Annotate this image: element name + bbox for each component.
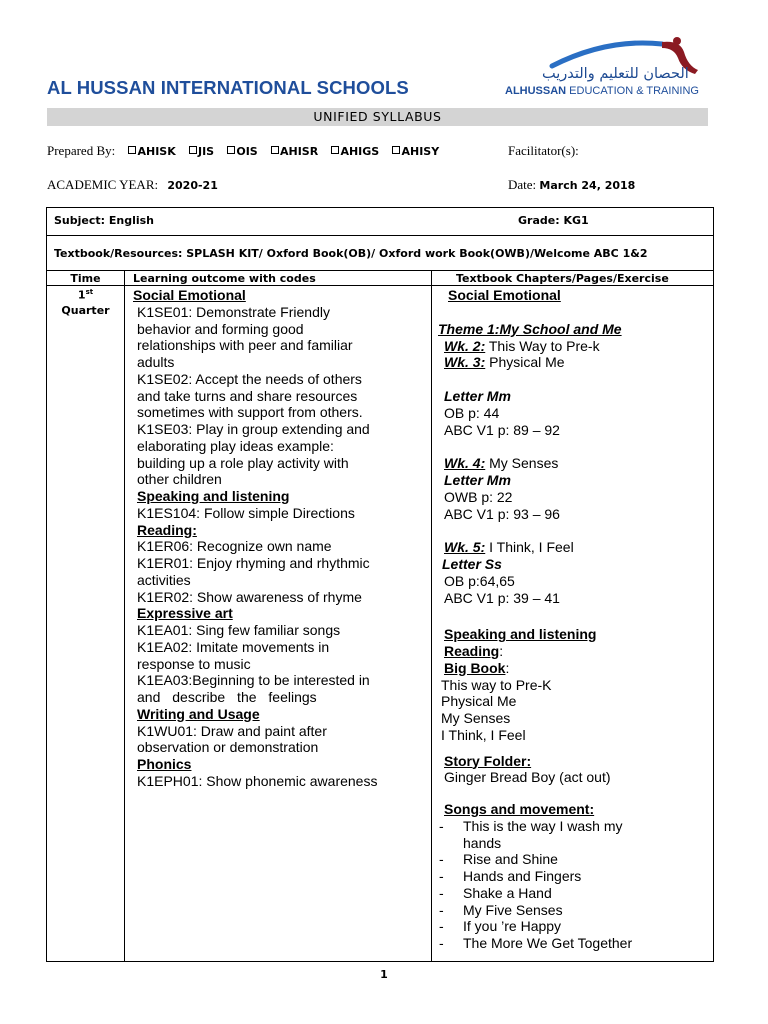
big-book-list: [441, 677, 707, 744]
prepared-by-row: [47, 143, 439, 159]
facilitator-label: Facilitator(s):: [508, 143, 579, 158]
outcome-er01: K1ER01: Enjoy rhyming and rhythmic activities: [137, 555, 370, 588]
heading-expressive-art: Expressive art: [137, 605, 233, 622]
academic-year-label: ACADEMIC YEAR:: [47, 177, 159, 192]
page-number: 1: [380, 968, 388, 981]
heading-phonics: Phonics: [137, 756, 192, 772]
col-header-chapters: Textbook Chapters/Pages/Exercise: [456, 272, 669, 285]
heading-writing-usage: Writing and Usage: [137, 705, 260, 722]
week-4: Wk. 4: My Senses: [444, 455, 559, 472]
col-header-time: Time: [70, 272, 101, 285]
big-book-item: I Think, I Feel: [441, 726, 526, 743]
checkbox-icon[interactable]: [227, 146, 235, 154]
academic-year-row: [47, 177, 218, 193]
heading-big-book: Big Book:: [444, 659, 510, 676]
outcome-wu01: K1WU01: Draw and paint after observation or demonstration: [137, 722, 327, 756]
abc-pages-39-41: ABC V1 p: 39 – 41: [444, 589, 560, 606]
academic-year-value: 2020-21: [167, 179, 218, 192]
song-item: - Rise and Shine: [439, 851, 558, 868]
outcome-ea03: K1EA03:Beginning to be interested in and describe the feelings: [137, 672, 370, 705]
subject-label: Subject: English: [54, 214, 155, 227]
date-value: March 24, 2018: [539, 179, 636, 192]
table-divider: [47, 235, 713, 236]
song-item: - Shake a Hand: [439, 884, 552, 901]
song-item-continuation: hands: [463, 834, 502, 851]
song-item: - The More We Get Together: [439, 935, 633, 951]
songs-list: [439, 818, 707, 952]
letter-mm-2: Letter Mm: [444, 472, 511, 488]
outcome-ea02: K1EA02: Imitate movements in response to music: [137, 638, 330, 672]
outcomes-column: [133, 287, 407, 790]
week-5: Wk. 5: I Think, I Feel: [444, 539, 574, 556]
outcome-se02: K1SE02: Accept the needs of others and take turns and share resources sometimes with support from others.: [137, 370, 363, 421]
song-item: - This is the way I wash my: [439, 817, 623, 834]
song-item: - If you ’re Happy: [439, 918, 562, 935]
week-3: Wk. 3: Physical Me: [444, 354, 565, 371]
school-option-ahisy[interactable]: AHISY: [392, 145, 439, 158]
heading-reading: Reading:: [137, 521, 197, 538]
checkbox-icon[interactable]: [271, 146, 279, 154]
table-divider: [47, 285, 713, 286]
heading-story-folder: Story Folder:: [444, 752, 532, 769]
resources-label: Textbook/Resources: SPLASH KIT/ Oxford Book(OB)/ Oxford work Book(OWB)/Welcome ABC 1&2: [54, 247, 648, 260]
column-divider: [124, 270, 125, 961]
checkbox-icon[interactable]: [331, 146, 339, 154]
date-row: [508, 177, 635, 193]
grade-label: Grade: KG1: [518, 214, 589, 227]
table-divider: [47, 270, 713, 271]
owb-page-22: OWB p: 22: [444, 488, 513, 505]
school-option-jis[interactable]: JIS: [189, 145, 214, 158]
big-book-item: This way to Pre-K: [441, 676, 552, 693]
heading-songs-movement: Songs and movement:: [444, 801, 595, 817]
alhussan-logo: [505, 36, 722, 98]
heading-social-emotional-chapters: Social Emotional: [448, 287, 561, 303]
date-label: Date:: [508, 177, 537, 192]
logo-english-text: ALHUSSAN EDUCATION & TRAINING: [505, 85, 699, 97]
checkbox-icon[interactable]: [189, 146, 197, 154]
abc-pages-93-96: ABC V1 p: 93 – 96: [444, 505, 560, 522]
heading-reading-chapters: Reading:: [444, 643, 504, 659]
abc-pages-89-92: ABC V1 p: 89 – 92: [444, 421, 560, 438]
column-divider: [431, 270, 432, 961]
logo-arabic-text: الحصان للتعليم والتدريب: [542, 66, 689, 82]
outcome-er02: K1ER02: Show awareness of rhyme: [137, 588, 362, 605]
big-book-item: Physical Me: [441, 693, 517, 710]
letter-ss: Letter Ss: [442, 556, 502, 572]
ob-pages-64-65: OB p:64,65: [444, 572, 515, 589]
school-option-ahisk[interactable]: AHISK: [128, 145, 175, 158]
school-name: AL HUSSAN INTERNATIONAL SCHOOLS: [47, 77, 409, 98]
outcome-er06: K1ER06: Recognize own name: [137, 538, 332, 555]
chapters-column: [437, 287, 707, 952]
outcome-se01: K1SE01: Demonstrate Friendly behavior and forming good relationships with peer and familiar adults: [137, 303, 353, 370]
checkbox-icon[interactable]: [128, 146, 136, 154]
checkbox-icon[interactable]: [392, 146, 400, 154]
story-folder-item: Ginger Bread Boy (act out): [444, 769, 611, 786]
heading-speaking-listening-chapters: Speaking and listening: [444, 626, 597, 643]
quarter-cell: 1st Quarter: [61, 288, 110, 317]
outcome-eph01: K1EPH01: Show phonemic awareness: [137, 772, 378, 789]
school-option-ois[interactable]: OIS: [227, 145, 257, 158]
outcome-es104: K1ES104: Follow simple Directions: [137, 504, 355, 521]
heading-speaking-listening: Speaking and listening: [137, 488, 290, 504]
outcome-ea01: K1EA01: Sing few familiar songs: [137, 622, 341, 638]
outcome-se03: K1SE03: Play in group extending and elaborating play ideas example: building up a role play activity with other children: [137, 421, 370, 488]
ob-page-44: OB p: 44: [444, 404, 500, 421]
theme-title: Theme 1:My School and Me: [438, 320, 622, 337]
school-option-ahisr[interactable]: AHISR: [271, 145, 318, 158]
week-2: Wk. 2: This Way to Pre-k: [444, 337, 600, 354]
letter-mm: Letter Mm: [444, 388, 511, 404]
page-title: UNIFIED SYLLABUS: [47, 108, 708, 126]
big-book-item: My Senses: [441, 710, 511, 726]
prepared-by-label: Prepared By:: [47, 143, 116, 158]
song-item: - My Five Senses: [439, 901, 563, 918]
song-item: - Hands and Fingers: [439, 868, 582, 884]
school-option-ahigs[interactable]: AHIGS: [331, 145, 379, 158]
heading-social-emotional: Social Emotional: [133, 287, 246, 303]
col-header-outcome: Learning outcome with codes: [133, 272, 316, 285]
